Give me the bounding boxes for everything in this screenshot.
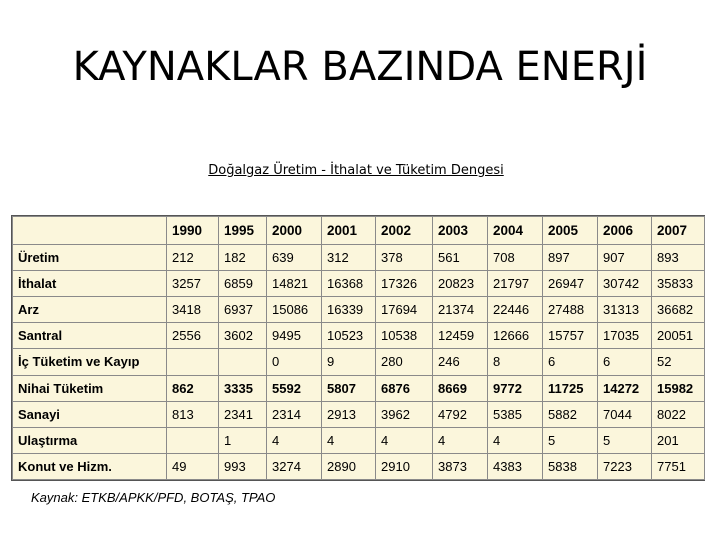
table-cell: 893 [652,245,705,271]
table-row [13,401,705,427]
header-year: 1995 [219,217,267,245]
table-cell: 3274 [267,453,322,479]
table-cell: 16339 [322,297,376,323]
table-cell: 17694 [376,297,433,323]
table-cell: 9495 [267,323,322,349]
table-cell: 7223 [598,453,652,479]
table-cell: 26947 [543,271,598,297]
table-cell: 8022 [652,401,705,427]
table-cell: 4 [322,427,376,453]
table-cell [219,349,267,375]
table-cell: 7044 [598,401,652,427]
table-cell: 11725 [543,375,598,401]
table-cell: 2913 [322,401,376,427]
header-year: 2005 [543,217,598,245]
table-cell: 9772 [488,375,543,401]
slide-title: KAYNAKLAR BAZINDA ENERJİ [72,44,648,90]
table-cell: 12666 [488,323,543,349]
table-cell: 15982 [652,375,705,401]
table-cell: 15086 [267,297,322,323]
table-cell: 30742 [598,271,652,297]
table-cell: 907 [598,245,652,271]
table-cell: 2314 [267,401,322,427]
table-row [13,271,705,297]
table-cell: 17326 [376,271,433,297]
table-cell: 5592 [267,375,322,401]
table-cell: 15757 [543,323,598,349]
table-cell: 2556 [167,323,219,349]
header-year: 2000 [267,217,322,245]
table-cell: 6859 [219,271,267,297]
table-row [13,323,705,349]
table-cell: 4383 [488,453,543,479]
table-cell: 20823 [433,271,488,297]
table-cell: 10523 [322,323,376,349]
table-cell: 708 [488,245,543,271]
table-cell: 246 [433,349,488,375]
table-cell: 5882 [543,401,598,427]
table-cell: 14821 [267,271,322,297]
table-cell: 2910 [376,453,433,479]
table-cell: 3873 [433,453,488,479]
table-cell: 0 [267,349,322,375]
row-label: Üretim [13,245,167,271]
header-corner [13,217,167,245]
table-cell: 49 [167,453,219,479]
table-cell: 3418 [167,297,219,323]
header-row [13,217,705,245]
table-cell [167,349,219,375]
row-label: Ulaştırma [13,427,167,453]
table-cell: 1 [219,427,267,453]
table-row [13,427,705,453]
table-cell: 36682 [652,297,705,323]
table-cell: 31313 [598,297,652,323]
header-year: 1990 [167,217,219,245]
table-cell: 993 [219,453,267,479]
table-cell: 8669 [433,375,488,401]
header-year: 2002 [376,217,433,245]
table-row [13,245,705,271]
table-cell: 639 [267,245,322,271]
source-note: Kaynak: ETKB/APKK/PFD, BOTAŞ, TPAO [31,490,276,505]
table-cell: 7751 [652,453,705,479]
table-cell: 5807 [322,375,376,401]
table-cell: 897 [543,245,598,271]
table-cell: 20051 [652,323,705,349]
header-year: 2004 [488,217,543,245]
row-label: Konut ve Hizm. [13,453,167,479]
table-cell: 813 [167,401,219,427]
table-cell: 6 [598,349,652,375]
table-cell: 182 [219,245,267,271]
table-cell: 4 [433,427,488,453]
table-cell: 52 [652,349,705,375]
table-cell: 2890 [322,453,376,479]
row-label: Arz [13,297,167,323]
table-cell: 862 [167,375,219,401]
table-cell: 3602 [219,323,267,349]
table-cell: 17035 [598,323,652,349]
table-cell: 280 [376,349,433,375]
table-cell: 5385 [488,401,543,427]
table-cell: 14272 [598,375,652,401]
table-cell: 3257 [167,271,219,297]
table-cell: 201 [652,427,705,453]
table-cell: 4 [376,427,433,453]
table-row [13,453,705,479]
table-cell: 561 [433,245,488,271]
table-body [13,245,705,480]
row-label: Santral [13,323,167,349]
header-year: 2006 [598,217,652,245]
table-cell: 5 [543,427,598,453]
row-label: Sanayi [13,401,167,427]
table-cell: 3335 [219,375,267,401]
table-cell: 16368 [322,271,376,297]
table-cell: 6937 [219,297,267,323]
table-cell: 6876 [376,375,433,401]
table-row [13,349,705,375]
table-cell: 22446 [488,297,543,323]
row-label: İç Tüketim ve Kayıp [13,349,167,375]
table-cell: 27488 [543,297,598,323]
table-row [13,375,705,401]
table-cell: 21374 [433,297,488,323]
table-cell: 21797 [488,271,543,297]
table-cell [167,427,219,453]
table-cell: 378 [376,245,433,271]
table-cell: 9 [322,349,376,375]
header-year: 2007 [652,217,705,245]
table-subtitle: Doğalgaz Üretim - İthalat ve Tüketim Dengesi [208,163,504,178]
table-row [13,297,705,323]
table-cell: 10538 [376,323,433,349]
energy-table-container [11,215,705,481]
energy-balance-table [12,216,705,480]
table-cell: 4 [267,427,322,453]
table-cell: 4792 [433,401,488,427]
table-cell: 3962 [376,401,433,427]
header-year: 2001 [322,217,376,245]
table-cell: 5 [598,427,652,453]
table-cell: 35833 [652,271,705,297]
table-cell: 4 [488,427,543,453]
table-cell: 212 [167,245,219,271]
header-year: 2003 [433,217,488,245]
row-label: İthalat [13,271,167,297]
row-label: Nihai Tüketim [13,375,167,401]
table-cell: 5838 [543,453,598,479]
table-cell: 312 [322,245,376,271]
table-cell: 6 [543,349,598,375]
table-cell: 2341 [219,401,267,427]
table-cell: 8 [488,349,543,375]
table-cell: 12459 [433,323,488,349]
